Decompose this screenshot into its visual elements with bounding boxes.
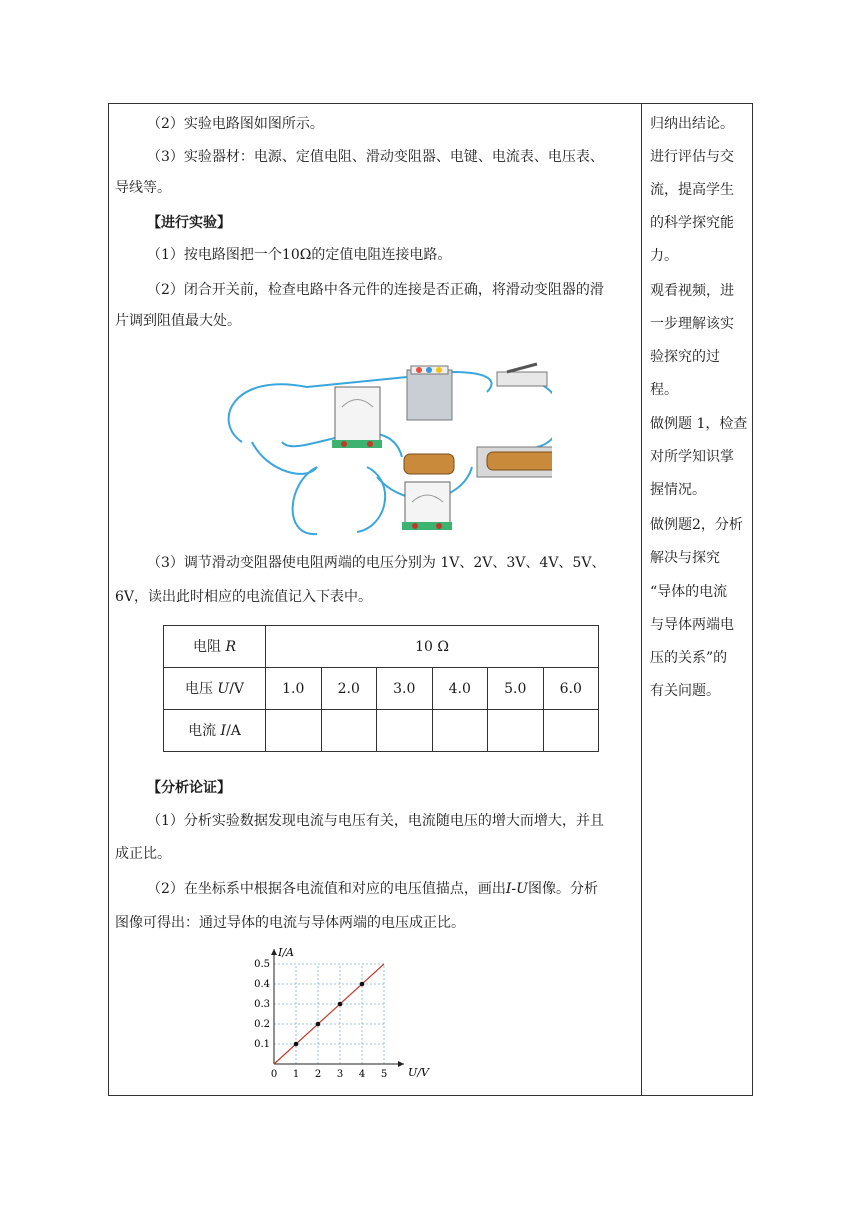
table-cell [432, 710, 488, 752]
side-text-line: 有关问题。 [650, 683, 720, 699]
table-row [164, 668, 599, 710]
x-axis-arrow [398, 1061, 404, 1067]
side-text-line: 力。 [650, 248, 678, 264]
side-text-line: “导体的电流 [650, 584, 728, 600]
data-point [338, 1002, 343, 1007]
side-text-line: 压的关系”的 [650, 650, 728, 666]
y-tick-label: 0.1 [254, 1039, 270, 1050]
text-line: （2）实验电路图如图所示。 [147, 116, 324, 132]
side-text-line: 解决与探究 [650, 550, 720, 566]
text-line: （2）在坐标系中根据各电流值和对应的电压值描点，画出I-U图像。分析 [147, 881, 598, 897]
text-line: （2）闭合开关前，检查电路中各元件的连接是否正确，将滑动变阻器的滑 [147, 282, 604, 298]
side-text-line: 进行评估与交 [650, 149, 734, 165]
side-text-line: 观看视频，进 [650, 283, 734, 299]
section-heading: 【进行实验】 [147, 215, 231, 231]
text-line: （3）实验器材：电源、定值电阻、滑动变阻器、电键、电流表、电压表、 [147, 149, 604, 165]
side-text-line: 一步理解该实 [650, 316, 734, 332]
table-cell [321, 710, 377, 752]
text-line: 图像可得出：通过导体的电流与导体两端的电压成正比。 [115, 915, 465, 931]
table-row [164, 626, 599, 668]
table-cell [377, 710, 433, 752]
text-line: 6V，读出此时相应的电流值记入下表中。 [115, 589, 373, 605]
table-cell [266, 710, 322, 752]
side-text-line: 握情况。 [650, 482, 706, 498]
text-line: 片调到阻值最大处。 [115, 313, 241, 329]
table-cell: 2.0 [321, 668, 377, 710]
table-row-header: 电阻 R [164, 626, 266, 668]
side-text-line: 与导体两端电 [650, 617, 734, 633]
side-text-line: 归纳出结论。 [650, 116, 734, 132]
y-tick-label: 0.2 [254, 1019, 270, 1030]
x-tick-label: 5 [380, 1069, 388, 1080]
data-point [360, 982, 365, 987]
data-table [163, 625, 599, 752]
y-axis-label: I/A [278, 946, 294, 959]
x-tick-label: 1 [292, 1069, 300, 1080]
text-line: （1）分析实验数据发现电流与电压有关，电流随电压的增大而增大，并且 [147, 813, 604, 829]
x-tick-label: 4 [358, 1069, 366, 1080]
data-point [294, 1042, 299, 1047]
table-row-header: 电流 I/A [164, 710, 266, 752]
section-heading: 【分析论证】 [147, 780, 231, 796]
iu-graph [238, 944, 438, 1084]
table-row [164, 710, 599, 752]
table-cell: 1.0 [266, 668, 322, 710]
table-cell [543, 710, 599, 752]
side-text-line: 流，提高学生 [650, 182, 734, 198]
side-text-line: 的科学探究能 [650, 215, 734, 231]
text-line: 成正比。 [115, 846, 171, 862]
side-text-line: 做例题 1，检查 [650, 416, 748, 432]
series-line [274, 964, 384, 1064]
side-text-line: 验探究的过 [650, 349, 720, 365]
y-tick-label: 0.3 [254, 999, 270, 1010]
text-line: （3）调节滑动变阻器使电阻两端的电压分别为 1V、2V、3V、4V、5V、 [147, 555, 606, 571]
y-tick-label: 0.4 [254, 979, 270, 990]
x-axis-label: U/V [408, 1066, 429, 1079]
x-tick-label: 3 [336, 1069, 344, 1080]
table-row-header: 电压 U/V [164, 668, 266, 710]
table-cell: 6.0 [543, 668, 599, 710]
table-cell: 3.0 [377, 668, 433, 710]
lesson-table [108, 103, 753, 1096]
y-tick-label: 0.5 [254, 959, 270, 970]
side-text-line: 对所学知识掌 [650, 449, 734, 465]
table-cell: 4.0 [432, 668, 488, 710]
circuit-photo [207, 362, 552, 537]
y-axis-arrow [271, 949, 277, 955]
x-tick-label: 0 [270, 1069, 278, 1080]
text-line: 导线等。 [115, 180, 171, 196]
table-cell: 5.0 [488, 668, 544, 710]
x-tick-label: 2 [314, 1069, 322, 1080]
table-cell: 10 Ω [266, 626, 599, 668]
data-point [316, 1022, 321, 1027]
side-text-line: 程。 [650, 382, 678, 398]
text-line: （1）按电路图把一个10Ω的定值电阻连接电路。 [147, 247, 452, 263]
table-cell [488, 710, 544, 752]
side-text-line: 做例题2，分析 [650, 517, 743, 533]
